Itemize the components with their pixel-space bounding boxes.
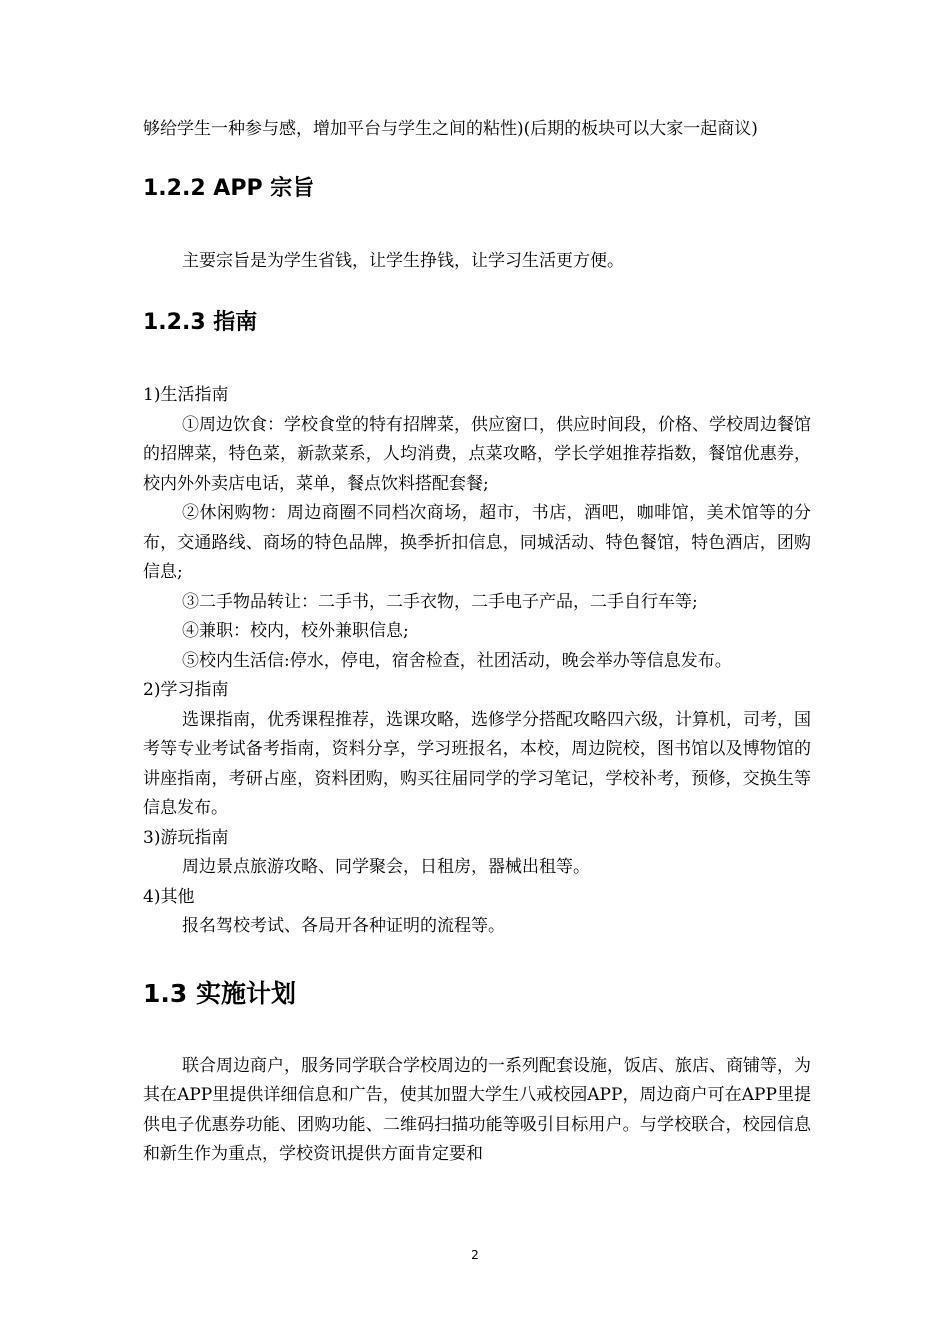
life-guide-item-campus-info: ⑤校内生活信:停水，停电，宿舍检查，社团活动，晚会举办等信息发布。 [182,650,732,671]
travel-guide-body: 周边景点旅游攻略、同学聚会，日租房，器械出租等。 [182,857,590,877]
study-guide-body: 选课指南，优秀课程推荐，选课攻略，选修学分搭配攻略四六级，计算机，司考，国考等专业考试备考指南，资料分享，学习班报名，本校，周边院校，图书馆以及博物馆的讲座指南，考研占座，资料团购，购买往届同学的学习笔记，学校补考，预修，交换生等信息发布。 [143,709,811,818]
guide-list [143,381,811,942]
study-guide-title: 2)学习指南 [143,680,229,700]
life-guide-item-dining: ①周边饮食：学校食堂的特有招牌菜，供应窗口，供应时间段，价格、学校周边餐馆的招牌菜，特色菜，新款菜系，人均消费，点菜攻略，学长学姐推荐指数，餐馆优惠券，校内外外卖店电话，菜单，餐点饮料搭配套餐; [143,414,811,494]
section-1-3-heading: 1.3 实施计划 [143,978,296,1008]
document-page [143,115,811,1170]
section-1-2-2-body: 主要宗旨是为学生省钱，让学生挣钱，让学习生活更方便。 [182,250,624,271]
other-guide-body: 报名驾校考试、各局开各种证明的流程等。 [182,916,505,936]
travel-guide-title: 3)游玩指南 [143,827,229,848]
page-number: 2 [471,1248,479,1262]
intro-continuation: 够给学生一种参与感，增加平台与学生之间的粘性)(后期的板块可以大家一起商议) [143,119,758,139]
life-guide-item-parttime: ④兼职：校内，校外兼职信息; [182,621,409,641]
life-guide-title: 1)生活指南 [143,385,229,405]
section-1-3-body: 联合周边商户，服务同学联合学校周边的一系列配套设施，饭店、旅店、商铺等，为其在APP里提供详细信息和广告，使其加盟大学生八戒校园APP，周边商户可在APP里提供电子优惠券功能、团购功能、二维码扫描功能等吸引目标用户。与学校联合，校园信息和新生作为重点，学校资讯提供方面肯定要和 [143,1055,811,1164]
life-guide-item-secondhand: ③二手物品转让：二手书，二手衣物，二手电子产品，二手自行车等; [182,591,698,612]
other-guide-title: 4)其他 [143,886,195,907]
section-1-2-3-heading: 1.2.3 指南 [143,310,258,335]
section-1-2-2-heading: 1.2.2 APP 宗旨 [143,175,315,201]
life-guide-item-shopping: ②休闲购物：周边商圈不同档次商场，超市，书店，酒吧，咖啡馆，美术馆等的分布，交通路线、商场的特色品牌，换季折扣信息，同城活动、特色餐馆，特色酒店，团购信息; [143,503,811,582]
